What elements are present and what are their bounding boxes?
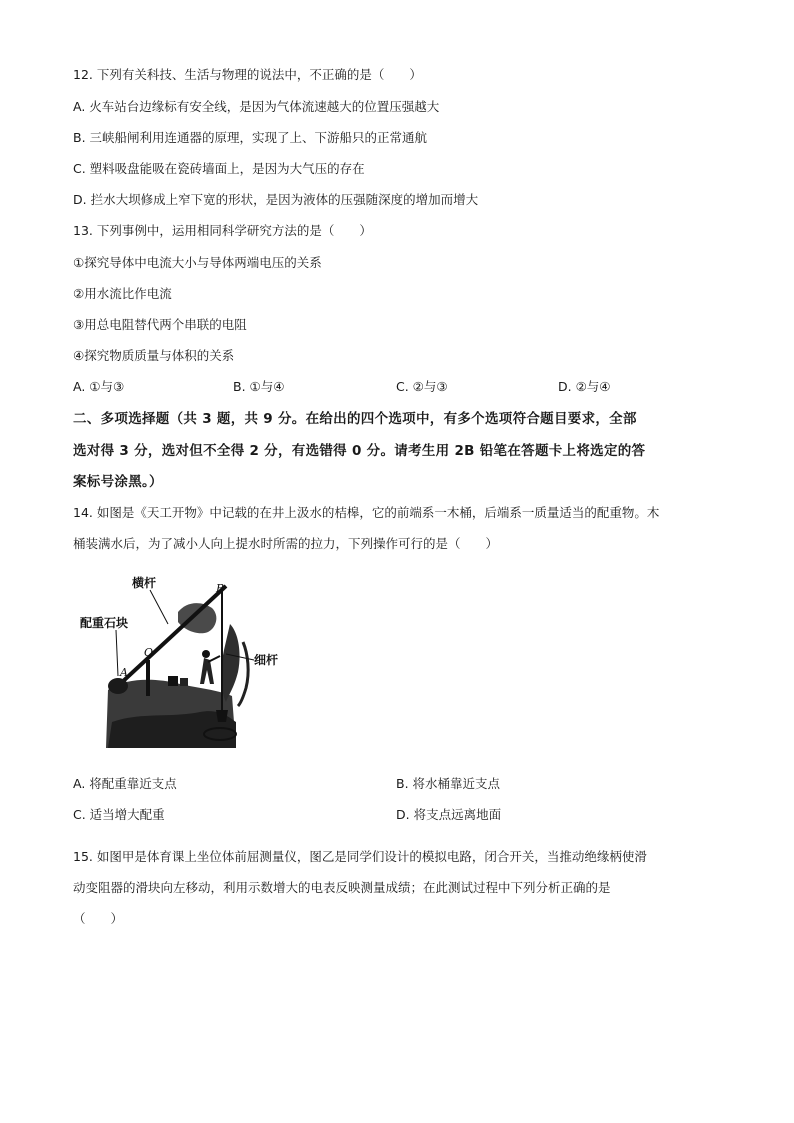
q13-option-b: B. ①与④ — [233, 379, 285, 394]
q14-option-a: A. 将配重靠近支点 — [73, 776, 177, 791]
q15-stem-line-2: 动变阻器的滑块向左移动，利用示数增大的电表反映测量成绩；在此测试过程中下列分析正确的是 — [73, 880, 611, 895]
q15-stem-line-3: （ ） — [73, 911, 124, 926]
q14-option-b: B. 将水桶靠近支点 — [396, 776, 501, 791]
q12-option-c: C. 塑料吸盘能吸在瓷砖墙面上，是因为大气压的存在 — [73, 161, 365, 176]
section2-heading-line-3: 案标号涂黑。） — [73, 474, 163, 490]
section2-heading-line-2: 选对得 3 分，选对但不全得 2 分，有选错得 0 分。请考生用 2B 铅笔在答题卡上将选定的答 — [73, 443, 646, 459]
point-a-label: A — [120, 666, 128, 679]
well-sweep-figure — [80, 572, 280, 750]
q12-option-a: A. 火车站台边缘标有安全线，是因为气体流速越大的位置压强越大 — [73, 99, 440, 114]
q14-stem-line-1: 14. 如图是《天工开物》中记载的在井上汲水的桔槔，它的前端系一木桶，后端系一质量适当的配重物。木 — [73, 505, 660, 520]
q14-option-d: D. 将支点远离地面 — [396, 807, 502, 822]
q13-item-3: ③用总电阻替代两个串联的电阻 — [73, 317, 247, 332]
q12-option-b: B. 三峡船闸利用连通器的原理，实现了上、下游船只的正常通航 — [73, 130, 428, 145]
q14-option-c: C. 适当增大配重 — [73, 807, 165, 822]
rod-label: 细杆 — [254, 653, 279, 667]
q13-option-d: D. ②与④ — [558, 379, 611, 394]
q13-option-c: C. ②与③ — [396, 379, 448, 394]
beam-label: 横杆 — [132, 576, 157, 590]
point-o-label: O — [144, 646, 154, 659]
q13-stem: 13. 下列事例中，运用相同科学研究方法的是（ ） — [73, 223, 372, 238]
q13-item-1: ①探究导体中电流大小与导体两端电压的关系 — [73, 255, 322, 270]
section2-heading-line-1: 二、多项选择题（共 3 题，共 9 分。在给出的四个选项中，有多个选项符合题目要求，全部 — [73, 411, 637, 427]
counterweight-label: 配重石块 — [80, 616, 129, 630]
q12-stem: 12. 下列有关科技、生活与物理的说法中，不正确的是（ ） — [73, 67, 422, 82]
q15-stem-line-1: 15. 如图甲是体育课上坐位体前屈测量仪，图乙是同学们设计的模拟电路，闭合开关，当推动绝缘柄使滑 — [73, 849, 647, 864]
q14-stem-line-2: 桶装满水后，为了减小人向上提水时所需的拉力，下列操作可行的是（ ） — [73, 536, 499, 551]
q13-item-2: ②用水流比作电流 — [73, 286, 172, 301]
q12-option-d: D. 拦水大坝修成上窄下宽的形状，是因为液体的压强随深度的增加而增大 — [73, 192, 479, 207]
point-b-label: B — [216, 582, 225, 595]
q13-option-a: A. ①与③ — [73, 379, 125, 394]
q13-item-4: ④探究物质质量与体积的关系 — [73, 348, 235, 363]
